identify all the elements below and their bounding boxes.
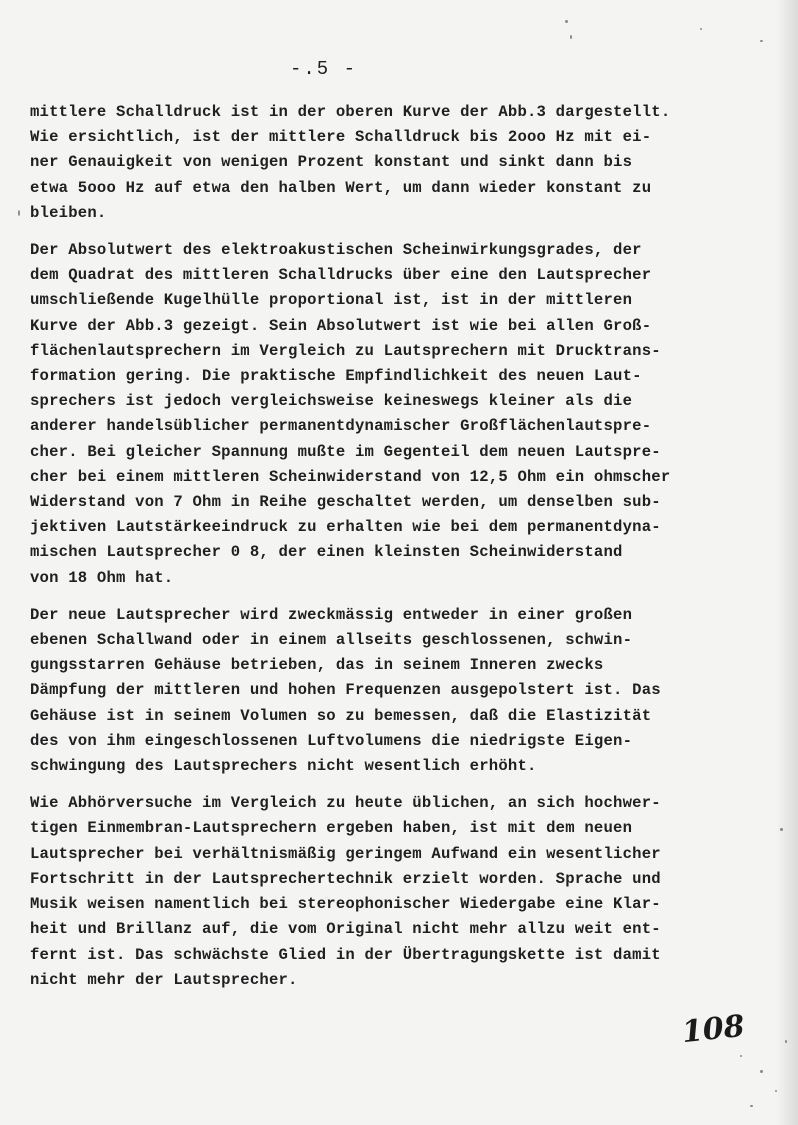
text-line: mischen Lautsprecher 0 8, der einen kleinsten Scheinwiderstand [30,543,623,562]
text-line: gungsstarren Gehäuse betrieben, das in seinem Inneren zwecks [30,656,604,675]
text-line: Wie ersichtlich, ist der mittlere Schalldruck bis 2ooo Hz mit ei- [30,128,652,147]
scan-speck [18,210,20,216]
scan-speck [760,40,763,42]
handwritten-page-number: 108 [680,1008,747,1051]
text-line: formation gering. Die praktische Empfindlichkeit des neuen Laut- [30,367,642,386]
text-line: heit und Brillanz auf, die vom Original nicht mehr allzu weit ent- [30,920,661,939]
text-line: Wie Abhörversuche im Vergleich zu heute üblichen, an sich hochwer- [30,794,661,813]
scan-speck [775,1090,777,1092]
scan-speck [740,1055,742,1057]
text-line: Musik weisen namentlich bei stereophonischer Wiedergabe eine Klar- [30,895,661,914]
text-line: cher bei einem mittleren Scheinwiderstand von 12,5 Ohm ein ohmscher [30,467,671,486]
text-line: flächenlautsprechern im Vergleich zu Lautsprechern mit Drucktrans- [30,341,661,360]
text-line: Lautsprecher bei verhältnismäßig geringem Aufwand ein wesentlicher [30,844,661,863]
text-line: tigen Einmembran-Lautsprechern ergeben haben, ist mit dem neuen [30,819,633,838]
text-line: umschließende Kugelhülle proportional ist, ist in der mittleren [30,291,633,310]
scan-speck [700,28,702,30]
text-line: sprechers ist jedoch vergleichsweise keineswegs kleiner als die [30,392,633,411]
text-line: etwa 5ooo Hz auf etwa den halben Wert, um dann wieder konstant zu [30,178,652,197]
paragraph-2 [30,238,765,591]
text-line: Widerstand von 7 Ohm in Reihe geschaltet werden, um denselben sub- [30,493,661,512]
text-line: Der Absolutwert des elektroakustischen Scheinwirkungsgrades, der [30,241,642,260]
text-line: ebenen Schallwand oder in einem allseits geschlossenen, schwin- [30,631,633,650]
scan-speck [785,1040,787,1043]
text-line: anderer handelsüblicher permanentdynamischer Großflächenlautspre- [30,417,652,436]
text-line: Gehäuse ist in seinem Volumen so zu bemessen, daß die Elastizität [30,706,652,725]
paragraph-1 [30,100,765,226]
text-line: Dämpfung der mittleren und hohen Frequenzen ausgepolstert ist. Das [30,681,661,700]
page-number: -.5 - [290,58,358,80]
text-line: des von ihm eingeschlossenen Luftvolumens die niedrigste Eigen- [30,731,633,750]
paragraph-3 [30,603,765,779]
text-line: mittlere Schalldruck ist in der oberen Kurve der Abb.3 dargestellt. [30,103,671,121]
text-line: nicht mehr der Lautsprecher. [30,970,298,989]
text-line: jektiven Lautstärkeeindruck zu erhalten wie bei dem permanentdyna- [30,518,661,537]
body-text [30,100,765,1005]
scan-speck [750,1105,753,1107]
paragraph-4 [30,791,765,993]
text-line: bleiben. [30,203,107,222]
text-line: dem Quadrat des mittleren Schalldrucks über eine den Lautsprecher [30,266,652,285]
text-line: von 18 Ohm hat. [30,568,174,587]
scan-speck [565,20,568,23]
text-line: cher. Bei gleicher Spannung mußte im Gegenteil dem neuen Lautspre- [30,442,661,461]
scan-edge-shadow [776,0,798,1125]
text-line: Kurve der Abb.3 gezeigt. Sein Absolutwert ist wie bei allen Groß- [30,316,652,335]
text-line: Fortschritt in der Lautsprechertechnik erzielt worden. Sprache und [30,869,661,888]
text-line: schwingung des Lautsprechers nicht wesentlich erhöht. [30,757,537,776]
text-line: fernt ist. Das schwächste Glied in der Übertragungskette ist damit [30,945,661,964]
text-line: Der neue Lautsprecher wird zweckmässig entweder in einer großen [30,605,633,624]
scan-speck [760,1070,763,1073]
scan-speck [780,828,783,831]
scan-speck [570,35,572,39]
text-line: ner Genauigkeit von wenigen Prozent konstant und sinkt dann bis [30,153,633,172]
